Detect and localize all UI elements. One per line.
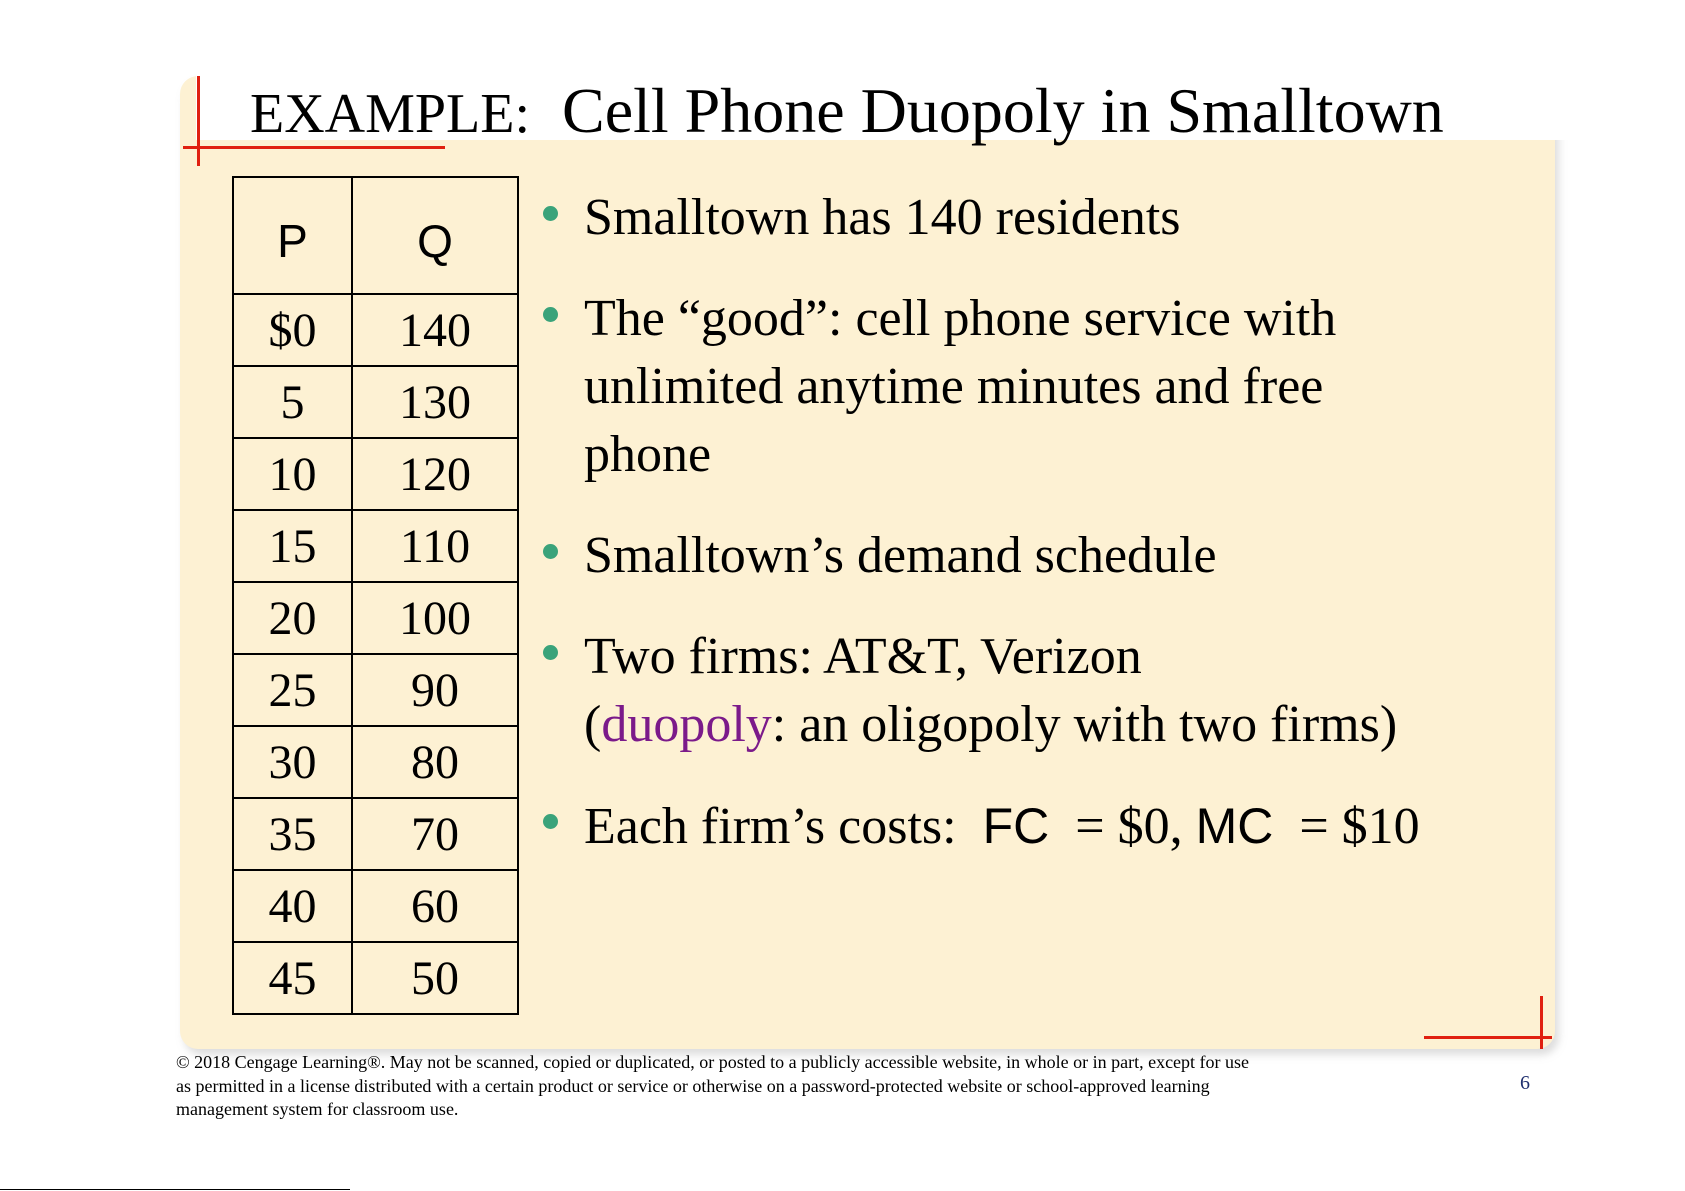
price-cell: 45 <box>233 942 352 1014</box>
price-cell: 35 <box>233 798 352 870</box>
fc-symbol: FC <box>982 798 1050 854</box>
copyright-line: © 2018 Cengage Learning®. May not be scanned, copied or duplicated, or posted to a publicly accessible website, in whole or in part, except for use <box>176 1052 1250 1072</box>
table-row <box>233 438 518 510</box>
price-cell: $0 <box>233 294 352 366</box>
demand-schedule-table <box>232 176 519 1015</box>
bullet-dot-icon <box>543 307 558 322</box>
quantity-cell: 70 <box>352 798 518 870</box>
quantity-cell: 130 <box>352 366 518 438</box>
bullet-dot-icon <box>543 206 558 221</box>
costs-label: Each firm’s costs: <box>584 798 983 855</box>
mc-value: = $10 <box>1273 798 1420 855</box>
price-cell: 5 <box>233 366 352 438</box>
bullet-text-line: Two firms: AT&T, Verizon <box>584 628 1142 685</box>
title-prefix: EXAMPLE: <box>250 83 530 145</box>
duopoly-definition: : an oligopoly with two firms) <box>771 696 1398 753</box>
bullet-two-firms <box>540 623 1540 759</box>
bullet-dot-icon <box>543 645 558 660</box>
copyright-line: management system for classroom use. <box>176 1099 459 1119</box>
quantity-cell: 90 <box>352 654 518 726</box>
bullet-dot-icon <box>543 544 558 559</box>
price-cell: 25 <box>233 654 352 726</box>
table-header-row <box>233 177 518 294</box>
quantity-cell: 80 <box>352 726 518 798</box>
bullet-text-line: unlimited anytime minutes and free <box>584 358 1324 415</box>
quantity-cell: 110 <box>352 510 518 582</box>
table-row <box>233 654 518 726</box>
quantity-cell: 140 <box>352 294 518 366</box>
table-row <box>233 294 518 366</box>
crop-mark-top-left <box>197 76 200 166</box>
table-row <box>233 942 518 1014</box>
table-row <box>233 582 518 654</box>
mc-symbol: MC <box>1195 798 1274 854</box>
bullet-dot-icon <box>543 814 558 829</box>
price-cell: 10 <box>233 438 352 510</box>
quantity-cell: 60 <box>352 870 518 942</box>
crop-mark-bottom-right <box>1540 996 1543 1049</box>
divider <box>0 1189 350 1190</box>
price-cell: 30 <box>233 726 352 798</box>
bullet-list <box>540 184 1540 894</box>
bullet-text: Smalltown’s demand schedule <box>584 527 1217 584</box>
bullet-good <box>540 285 1540 489</box>
paren-open: ( <box>584 696 602 753</box>
page-number: 6 <box>1520 1072 1530 1094</box>
price-cell: 40 <box>233 870 352 942</box>
bullet-costs <box>540 792 1540 861</box>
bullet-text-line: The “good”: cell phone service with <box>584 290 1337 347</box>
table-row <box>233 870 518 942</box>
crop-mark-bottom-right <box>1424 1036 1552 1039</box>
table-row <box>233 726 518 798</box>
table-row <box>233 510 518 582</box>
column-header-q: Q <box>352 177 518 294</box>
copyright-line: as permitted in a license distributed with a certain product or service or otherwise on a password-protected website or school-approved learning <box>176 1075 1210 1096</box>
table-row <box>233 366 518 438</box>
quantity-cell: 100 <box>352 582 518 654</box>
bullet-residents <box>540 184 1540 252</box>
quantity-cell: 120 <box>352 438 518 510</box>
bullet-demand-schedule <box>540 522 1540 590</box>
column-header-p: P <box>233 177 352 294</box>
bullet-text-line: phone <box>584 426 712 483</box>
table-row <box>233 798 518 870</box>
fc-value: = $0, <box>1049 798 1196 855</box>
title-main: Cell Phone Duopoly in Smalltown <box>562 75 1444 146</box>
crop-mark-top-left <box>183 146 445 149</box>
price-cell: 15 <box>233 510 352 582</box>
price-cell: 20 <box>233 582 352 654</box>
slide-title <box>250 74 1444 151</box>
copyright-notice <box>176 1051 1346 1122</box>
duopoly-term: duopoly <box>601 696 772 753</box>
quantity-cell: 50 <box>352 942 518 1014</box>
bullet-text: Smalltown has 140 residents <box>584 189 1181 246</box>
